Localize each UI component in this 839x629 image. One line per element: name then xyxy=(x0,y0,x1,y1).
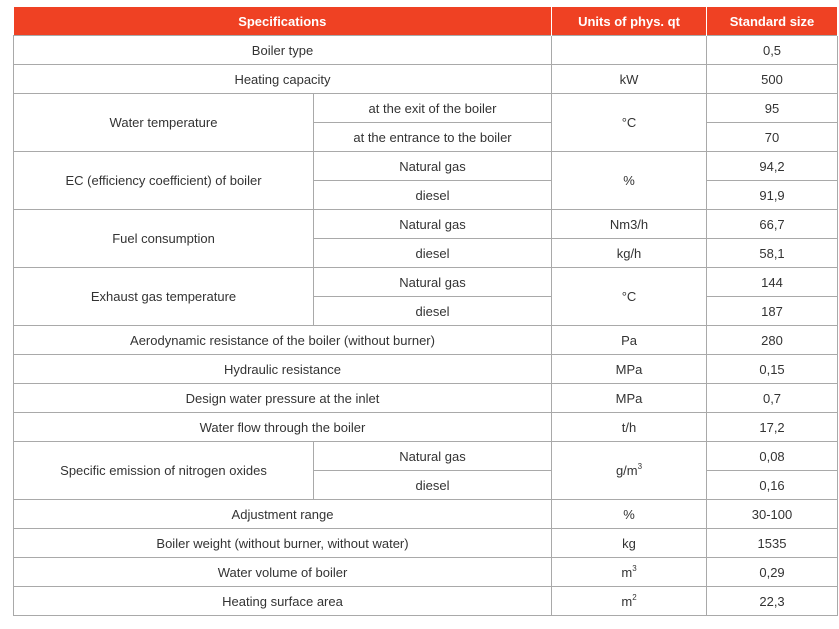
row-unit xyxy=(552,558,707,587)
row-value: 22,3 xyxy=(707,587,838,616)
row-label: Heating capacity xyxy=(14,65,552,94)
unit-base: g/m xyxy=(615,463,638,478)
table-row xyxy=(14,384,838,413)
row-value: 17,2 xyxy=(707,413,838,442)
row-value: 0,08 xyxy=(707,442,838,471)
row-label: EC (efficiency coefficient) of boiler xyxy=(14,152,314,210)
row-unit: °C xyxy=(552,268,707,326)
row-value: 280 xyxy=(707,326,838,355)
row-label: Fuel consumption xyxy=(14,210,314,268)
unit-superscript: 3 xyxy=(632,563,637,573)
table-row xyxy=(14,558,838,587)
row-unit: °C xyxy=(552,94,707,152)
row-value: 70 xyxy=(707,123,838,152)
row-label: Water temperature xyxy=(14,94,314,152)
sub-label: Natural gas xyxy=(314,210,552,239)
row-value: 95 xyxy=(707,94,838,123)
row-label: Design water pressure at the inlet xyxy=(14,384,552,413)
row-label: Specific emission of nitrogen oxides xyxy=(14,442,314,500)
unit-base: m xyxy=(621,564,633,580)
row-unit: t/h xyxy=(552,413,707,442)
sub-label: at the entrance to the boiler xyxy=(314,123,552,152)
unit-base: m xyxy=(621,593,633,609)
header-units: Units of phys. qt xyxy=(552,7,707,36)
row-label: Aerodynamic resistance of the boiler (without burner) xyxy=(14,326,552,355)
row-value: 66,7 xyxy=(707,210,838,239)
unit-superscript: 2 xyxy=(632,592,637,602)
row-value: 0,5 xyxy=(707,36,838,65)
row-value: 500 xyxy=(707,65,838,94)
table-row xyxy=(14,326,838,355)
sub-label: at the exit of the boiler xyxy=(314,94,552,123)
row-unit: % xyxy=(552,152,707,210)
row-label: Boiler weight (without burner, without water) xyxy=(14,529,552,558)
row-label: Adjustment range xyxy=(14,500,552,529)
row-label: Hydraulic resistance xyxy=(14,355,552,384)
row-unit: Pa xyxy=(552,326,707,355)
table-row xyxy=(14,152,838,181)
row-label: Boiler type xyxy=(14,36,552,65)
row-unit: Nm3/h xyxy=(552,210,707,239)
header-standard-size: Standard size xyxy=(707,7,838,36)
sub-label: diesel xyxy=(314,181,552,210)
row-label: Water volume of boiler xyxy=(14,558,552,587)
table-row xyxy=(14,268,838,297)
row-value: 0,7 xyxy=(707,384,838,413)
table-row xyxy=(14,94,838,123)
row-value: 0,15 xyxy=(707,355,838,384)
row-value: 144 xyxy=(707,268,838,297)
table-row xyxy=(14,36,838,65)
sub-label: diesel xyxy=(314,297,552,326)
row-unit xyxy=(552,442,707,500)
unit-superscript: 3 xyxy=(637,462,643,471)
table-row xyxy=(14,500,838,529)
table-row xyxy=(14,413,838,442)
header-specifications: Specifications xyxy=(14,7,552,36)
row-value: 1535 xyxy=(707,529,838,558)
table-row xyxy=(14,442,838,471)
sub-label: diesel xyxy=(314,239,552,268)
sub-label: diesel xyxy=(314,471,552,500)
specifications-table xyxy=(13,7,838,616)
row-value: 0,16 xyxy=(707,471,838,500)
sub-label: Natural gas xyxy=(314,442,552,471)
row-value: 91,9 xyxy=(707,181,838,210)
row-value: 30-100 xyxy=(707,500,838,529)
row-unit: kg xyxy=(552,529,707,558)
row-unit xyxy=(552,587,707,616)
row-label: Water flow through the boiler xyxy=(14,413,552,442)
table-row xyxy=(14,355,838,384)
row-unit xyxy=(552,36,707,65)
row-unit: MPa xyxy=(552,384,707,413)
table-row xyxy=(14,529,838,558)
row-value: 187 xyxy=(707,297,838,326)
table-row xyxy=(14,587,838,616)
sub-label: Natural gas xyxy=(314,152,552,181)
table-row xyxy=(14,65,838,94)
row-unit: kW xyxy=(552,65,707,94)
sub-label: Natural gas xyxy=(314,268,552,297)
row-label: Exhaust gas temperature xyxy=(14,268,314,326)
row-value: 94,2 xyxy=(707,152,838,181)
row-value: 0,29 xyxy=(707,558,838,587)
row-label: Heating surface area xyxy=(14,587,552,616)
row-unit: MPa xyxy=(552,355,707,384)
row-unit: kg/h xyxy=(552,239,707,268)
row-unit: % xyxy=(552,500,707,529)
table-row xyxy=(14,210,838,239)
row-value: 58,1 xyxy=(707,239,838,268)
header-row xyxy=(14,7,838,36)
